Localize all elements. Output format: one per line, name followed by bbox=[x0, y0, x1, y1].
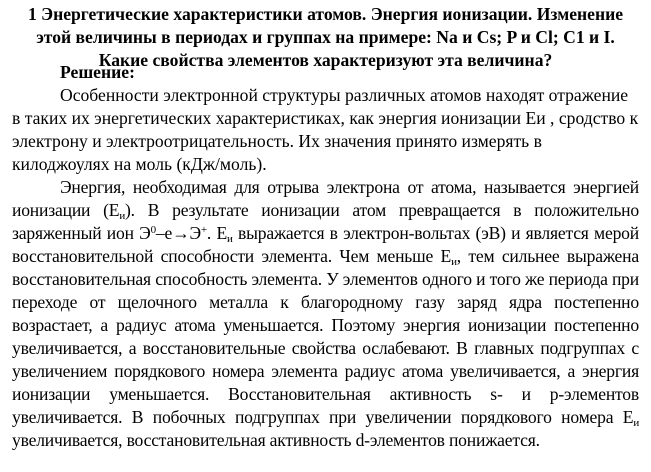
p2-subscript-4: и bbox=[633, 417, 639, 429]
p2-subscript-1: и bbox=[119, 210, 126, 222]
paragraph-electronic-structure: Особенности электронной структуры различных атомов находят отражение в таких их энергетических характеристиках, как энергия ионизации Eи , сродство к электрону и электроотрицательность. Их значения принято измерять в килоджоулях на моль (кДж/моль). bbox=[12, 85, 639, 174]
p2-superscript-2: + bbox=[200, 224, 207, 236]
p2-text-5: выражается в электрон-вольтах (эВ) и является мерой восстановительной способности элемента. Чем меньше E bbox=[12, 223, 639, 266]
solution-heading: Решение: bbox=[60, 62, 135, 82]
p2-text-2: ). В результате ионизации атом превращается в положительно заряженный ион Э bbox=[12, 200, 639, 243]
p2-text-3: –e→Э bbox=[155, 223, 201, 243]
paragraph-ionization-energy bbox=[12, 176, 639, 452]
p2-text-7: увеличивается, восстановительная активность d-элементов понижается. bbox=[12, 430, 540, 450]
p2-subscript-2: и bbox=[227, 233, 233, 245]
p2-superscript-1: 0 bbox=[150, 224, 156, 236]
p2-text-6: , тем сильнее выражена восстановительная способность элемента. У элементов одного и того же периода при переходе от щелочного металла к благородному газу заряд ядра постепенно возрастает, а радиус атома уменьшается. Поэтому энергия ионизации постепенно увеличивается, а восстановительные свойства ослабевают. В главных подгруппах с увеличением порядкового номера элемента радиус атома увеличивается, а энергия ионизации уменьшается. Восстановительная активность s- и p-элементов увеличивается. В побочных подгруппах при увеличении порядкового номера E bbox=[12, 246, 639, 427]
p2-text-1: Энергия, необходимая для отрыва электрона от атома, называется энергией ионизации (E bbox=[12, 177, 639, 220]
p2-text-4: . E bbox=[206, 223, 227, 243]
task-title: 1 Энергетические характеристики атомов. Энергия ионизации. Изменение этой величины в периодах и группах на примере: Na и Cs; P и Cl; C1 и I. Какие свойства элементов характеризуют эта величина? bbox=[27, 4, 624, 70]
p2-subscript-3: и bbox=[451, 256, 457, 268]
